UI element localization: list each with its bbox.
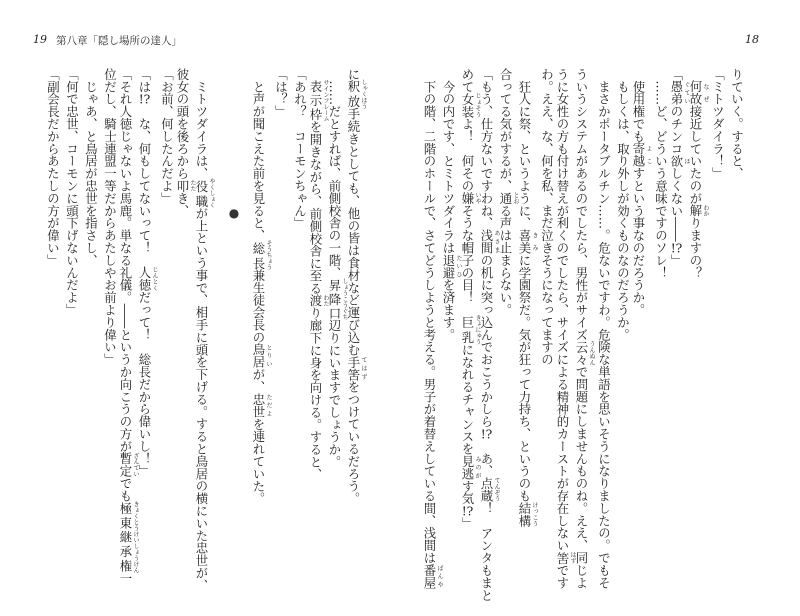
text-run: 兼生徒会長の: [251, 269, 266, 344]
text-run: 辺りにいますでしょうか。: [327, 319, 342, 468]
ruby-word: [251, 393, 272, 418]
furigana: いや: [474, 192, 481, 205]
ruby-word: [460, 314, 481, 345]
text-run: と声が聞こえた前を見ると、: [251, 68, 266, 242]
furigana: けっこう: [531, 502, 538, 527]
text-column: [728, 68, 747, 598]
ruby-base: 総長: [251, 240, 266, 271]
text-column: [500, 68, 519, 598]
page-number-left: 19: [33, 33, 47, 46]
ruby-base: 嫌: [460, 192, 475, 205]
text-run: もしくは、取り外しが効くものなのだろうか。: [615, 68, 631, 341]
text-run: !?: [461, 504, 474, 518]
text-run: で問題にしませんものね。ええ、同じよ: [574, 365, 589, 589]
ruby-base: 人徳: [137, 266, 152, 292]
text-run: 「は: [137, 68, 152, 93]
text-column: [101, 68, 120, 598]
right-page: [400, 0, 800, 616]
ruby-base: 鳥居: [251, 343, 266, 369]
ruby-word: [441, 254, 462, 279]
furigana: しょうこうぐち: [341, 277, 348, 320]
ruby-base: 叩: [175, 179, 190, 193]
furigana: ばんや: [436, 564, 443, 589]
section-break-mark: ●: [228, 206, 240, 220]
text-run: に: [346, 68, 361, 81]
text-column: [82, 68, 101, 598]
text-column: [329, 68, 348, 598]
text-run: だって！ 総長だから偉いし！」: [137, 291, 152, 478]
furigana: よこ: [645, 142, 652, 168]
text-run: です: [555, 564, 570, 589]
ruby-word: [194, 178, 215, 209]
text-run: を済ます。: [441, 278, 456, 341]
text-column: [443, 68, 462, 598]
text-column: [652, 68, 671, 598]
text-run: 合ってる気がするが、: [498, 68, 513, 192]
text-run: !?: [480, 427, 493, 441]
ruby-word: [346, 79, 367, 110]
ruby-word: [327, 277, 348, 320]
ruby-word: [574, 340, 595, 366]
text-run: !?: [138, 92, 151, 106]
text-column: [614, 68, 633, 598]
text-run: りますの？: [688, 216, 703, 279]
text-run: 「ミトツダイラ！」: [710, 68, 726, 180]
text-column: [177, 68, 196, 598]
furigana: きょくとうけいしょうけん: [132, 501, 139, 574]
ruby-word: [688, 204, 709, 217]
furigana: ほ: [683, 154, 690, 168]
ruby-base: 釈放: [346, 79, 361, 110]
text-column: [519, 68, 538, 598]
ruby-word: [175, 179, 196, 193]
text-column: [424, 68, 443, 598]
text-column: [690, 68, 709, 598]
text-run: をつけているだろう。: [346, 380, 361, 505]
text-run: まさかポータブルチン……。危ないですわ。危険な単語を思いそうになりましたの。でもそ: [596, 68, 612, 589]
ruby-word: [479, 477, 500, 503]
text-run: 今の内です、とミトツダイラは: [441, 68, 456, 254]
text-run: 「もう、仕方ないですわね、: [479, 68, 494, 230]
furigana: あさま: [493, 229, 500, 254]
furigana: ただよ: [265, 393, 272, 418]
text-run: になれるチャンスを: [460, 343, 475, 456]
ruby-word: [308, 294, 329, 307]
ruby-word: [479, 229, 500, 255]
furigana: はず: [569, 551, 576, 564]
text-run: の机に突っ込んでおこうかしら: [479, 254, 494, 428]
text-run: を開きながら、前側校舎に至る: [308, 120, 323, 295]
text-column: [576, 68, 595, 598]
text-column: [291, 68, 310, 598]
ruby-word: [669, 154, 690, 168]
ruby-base: 見逃: [460, 455, 475, 480]
text-run: す気: [460, 479, 475, 505]
ruby-word: [251, 343, 272, 369]
ruby-base: 暫定: [118, 452, 133, 478]
ruby-word: [308, 79, 329, 122]
text-column: [120, 68, 139, 598]
text-run: 」: [669, 254, 684, 267]
ruby-base: 愚弟: [669, 80, 684, 106]
text-column: [310, 68, 329, 598]
text-column: [63, 68, 82, 598]
text-run: [308, 68, 323, 80]
text-run: じゃあ、と鳥居が忠世を指さし、: [83, 68, 99, 267]
text-run: 「それ人徳じゃないよ馬鹿。単なる礼儀。――というか向こうの方が: [118, 68, 133, 453]
text-column: [538, 68, 557, 598]
text-run: 「お前、何したんだよ」: [159, 68, 175, 205]
ruby-word: [517, 502, 538, 527]
ruby-word: [460, 455, 481, 480]
text-run: 」: [460, 517, 475, 530]
text-run: めて: [460, 68, 475, 93]
furigana: じょそう: [474, 92, 481, 118]
text-column: [557, 68, 576, 598]
text-run: 「は？」: [273, 68, 289, 118]
text-run: 一: [118, 572, 133, 585]
ruby-word: [517, 229, 538, 255]
text-column: [595, 68, 614, 598]
ruby-word: [346, 355, 367, 381]
furigana: きょにゅう: [474, 314, 481, 345]
text-run: 位だし、騎士連盟一等だからあたしやお前より偉い」: [102, 68, 118, 366]
ruby-word: [118, 501, 139, 574]
furigana: ざんてい: [132, 452, 139, 478]
furigana: たいひ: [455, 254, 462, 279]
text-column: [253, 68, 272, 598]
text-run: を連れていた。: [251, 417, 266, 505]
ruby-word: [631, 142, 652, 168]
ruby-word: [422, 564, 443, 589]
text-run: りていく。すると、: [729, 68, 745, 180]
text-column: [671, 68, 690, 598]
text-run: ミトツダイラは、: [194, 68, 209, 180]
text-run: ！ アンタもまと: [479, 502, 494, 602]
ruby-word: [688, 80, 709, 106]
ruby-word: [137, 266, 158, 292]
ruby-base: 極東継承権: [118, 501, 133, 574]
ruby-word: [460, 192, 481, 205]
ruby-base: 云々: [574, 340, 589, 366]
furigana: わた: [322, 294, 329, 307]
text-run: 「何で忠世、コーモンに頭下げないんだよ」: [64, 68, 80, 316]
text-run: そうな帽子の目！: [460, 204, 475, 317]
text-run: り廊下に身を向ける。すると、: [308, 306, 323, 481]
ruby-base: 筈: [555, 551, 570, 565]
text-column: [44, 68, 63, 598]
text-run: 「副会長だからあたしの方が偉い」: [45, 68, 61, 267]
ruby-base: 通: [498, 192, 513, 205]
ruby-base: 解: [688, 204, 703, 217]
text-column: [479, 68, 500, 602]
ruby-word: [669, 80, 690, 106]
text-run: のチンコ: [669, 105, 684, 155]
furigana: てはず: [360, 355, 367, 381]
ruby-base: 役職: [194, 178, 209, 209]
text-run: に学園祭だ。気が狂って力持ち、というのも: [517, 254, 532, 503]
furigana: とりい: [265, 343, 272, 369]
furigana: たた: [189, 179, 196, 192]
page-number-right: 18: [745, 33, 759, 46]
ruby-base: 昇降口: [327, 277, 342, 320]
text-column: [462, 68, 481, 598]
text-run: よ！ 何その: [460, 117, 475, 193]
text-column: [139, 68, 158, 598]
text-run: 「: [669, 68, 684, 81]
furigana: きみ: [531, 229, 538, 255]
text-run: うに女性の方も付け替えが利くのでしたら、サイズによる精神的カーストが存在しない: [555, 68, 570, 552]
ruby-base: 退避: [441, 254, 456, 279]
text-run: ……だとすれば、前側校舎の一階、: [327, 68, 342, 279]
text-column: [348, 68, 367, 598]
ruby-base: 渡: [308, 294, 323, 307]
ruby-base: 女装: [460, 92, 475, 118]
ruby-base: 喜美: [517, 229, 532, 255]
ruby-base: 手筈: [346, 355, 361, 381]
ruby-base: 欲: [669, 154, 684, 168]
text-run: き、: [175, 192, 190, 217]
text-run: が、: [251, 368, 266, 394]
furigana: うんぬん: [588, 340, 595, 366]
text-run: でも: [118, 477, 133, 503]
text-run: 「あれ？ コーモンちゃん」: [292, 68, 308, 230]
text-run: ……ど、どういう意味ですのソレ！: [653, 68, 669, 279]
text-run: すという事なのだろうか。: [631, 167, 646, 317]
text-run: !?: [670, 241, 683, 255]
ruby-base: 何故: [688, 80, 703, 106]
ruby-base: 忠世: [251, 393, 266, 418]
ruby-base: 点蔵: [479, 477, 494, 503]
text-run: 使用権でも: [631, 68, 646, 143]
furigana: みのが: [474, 455, 481, 480]
furigana: そうちょう: [265, 240, 272, 271]
text-run: わ。ええ、な、何を私、まだ泣きそうになってますの: [539, 68, 555, 366]
furigana: サインフレーム: [322, 79, 329, 122]
text-run: 下の階、二階のホールで、さてどうしようと考える。男子が着替えしている間、浅間は: [422, 68, 437, 564]
furigana: とお: [512, 192, 519, 205]
text-column: [196, 68, 215, 598]
text-run: ういうシステムがあるのでしたら、男性がサイズ: [574, 68, 589, 341]
text-run: 狂人に祭、というように、: [517, 68, 532, 230]
furigana: わか: [702, 204, 709, 217]
text-column: [633, 68, 652, 598]
text-run: [688, 68, 703, 80]
furigana: なぜ: [702, 80, 709, 106]
text-run: な、何もしてないって！: [137, 105, 152, 267]
ruby-base: 寄越: [631, 142, 646, 168]
ruby-base: 浅間: [479, 229, 494, 255]
text-run: しくない――: [669, 167, 684, 242]
chapter-title: 第八章「隠し場所の達人」: [56, 35, 182, 47]
furigana: じんとく: [151, 266, 158, 292]
text-run: 接近していたのが: [688, 105, 703, 205]
furigana: やくしょく: [208, 178, 215, 209]
text-column: [709, 68, 728, 598]
text-run: 彼女の頭を後ろから: [175, 68, 190, 180]
ruby-word: [251, 240, 272, 271]
furigana: しゃくほう: [360, 79, 367, 110]
text-run: あ、: [479, 440, 494, 478]
ruby-base: 結構: [517, 502, 532, 527]
ruby-word: [460, 92, 481, 118]
text-run: が上という事で、相手に頭を下げる。すると鳥居の横にいた忠世が、: [194, 207, 209, 592]
ruby-word: [498, 192, 519, 205]
ruby-base: 巨乳: [460, 314, 475, 345]
text-run: る声は止まらない。: [498, 204, 513, 317]
ruby-base: 番屋: [422, 564, 437, 589]
text-column: [272, 68, 291, 598]
text-column: [158, 68, 177, 598]
ruby-word: [118, 452, 139, 478]
furigana: てんぞう: [493, 477, 500, 503]
furigana: ぐてい: [683, 80, 690, 106]
ruby-word: [555, 551, 576, 565]
ruby-base: 表示枠: [308, 79, 323, 122]
text-run: 手続きとしても、他の皆は食材など運び込む: [346, 107, 361, 356]
